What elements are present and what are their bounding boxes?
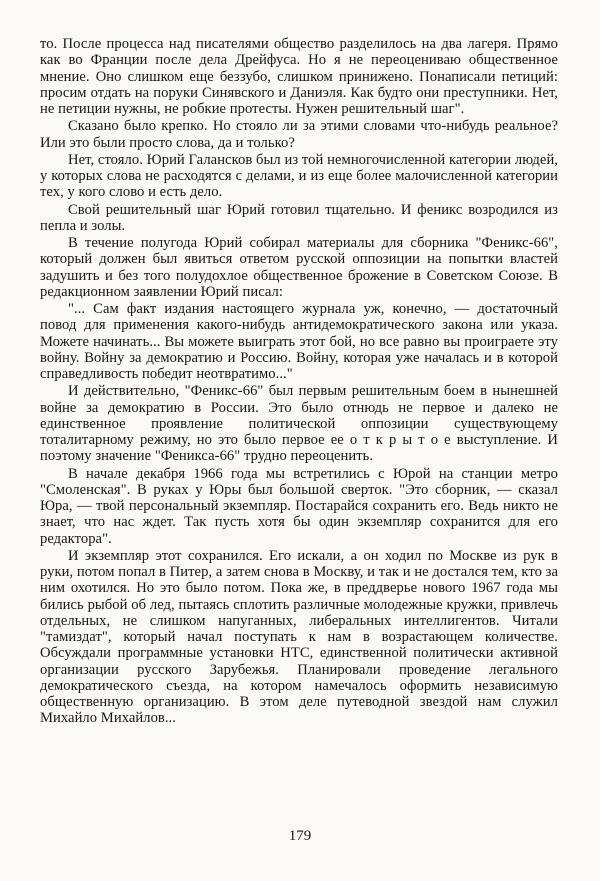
paragraph: И экземпляр этот сохранился. Его искали, а он ходил по Москве из рук в руки, потом попал в Питер, а затем снова в Москву, и так и не достался тем, кто за ним охотился. Но это было потом. Пока же, в преддверье нового 1967 года мы бились рыбой об лед, пытаясь сплотить различные молодежные кружки, привлечь отдельных, не слишком напуганных, либеральных интеллигентов. Читали "тамиздат", который начал поступать к нам в возрастающем количестве. Обсуждали программные установки НТС, единственной политически активной организации русского Зарубежья. Планировали проведение легального демократического съезда, на котором намечалось оформить независимую общественную организацию. В этом деле путеводной звездой нам служил Михайло Михайлов...: [40, 547, 558, 727]
paragraph: Сказано было крепко. Но стояло ли за этими словами что-нибудь реальное? Или это были просто слова, да и только?: [40, 118, 558, 151]
paragraph: то. После процесса над писателями общество разделилось на два лагеря. Прямо как во Франции после дела Дрейфуса. Но я не переоцениваю общественное мнение. Оно слишком еще беззубо, слишком принижено. Понаписали петиций: просим отдать на поруки Синявского и Даниэля. Как будто они преступники. Нет, не петиции нужны, не робкие протесты. Нужен решительный шаг".: [40, 36, 558, 117]
page-number: 179: [288, 828, 312, 844]
quote-paragraph: "... Сам факт издания настоящего журнала уж, конечно, — достаточный повод для применения какого-нибудь антидемократического закона или указа. Можете начинать... Вы можете выиграть этот бой, но все равно вы проиграете эту войну. Войну за демократию и Россию. Войну, которая уже началась и в которой справедливость победит неотвратимо...": [40, 301, 558, 382]
paragraph: В начале декабря 1966 года мы встретились с Юрой на станции метро "Смоленская". В руках у Юры был большой сверток. "Это сборник, — сказал Юра, — твой персональный экземпляр. Постарайся сохранить его. Ведь никто не знает, что нас ждет. Так пусть хотя бы один экземпляр сохранится для его редактора".: [40, 465, 558, 547]
body-text: [40, 36, 558, 727]
paragraph: В течение полугода Юрий собирал материалы для сборника "Феникс-66", который должен был явиться ответом русской оппозиции на попытки властей задушить и без того полудохлое общественное брожение в Советском Союзе. В редакционном заявлении Юрий писал:: [40, 235, 558, 300]
paragraph: Свой решительный шаг Юрий готовил тщательно. И феникс возродился из пепла и золы.: [40, 201, 558, 234]
paragraph: И действительно, "Феникс-66" был первым решительным боем в нынешней войне за демократию в России. Это было отнюдь не первое и далеко не единственное проявление политической оппозиции существующему тоталитарному режиму, но это было первое ее о т к р ы т о е выступление. И поэтому значение "Феникса-66" трудно переоценить.: [40, 383, 558, 465]
paragraph: Нет, стояло. Юрий Галансков был из той немногочисленной категории людей, у которых слова не расходятся с делами, и из еще более малочисленной категории тех, у кого слово и есть дело.: [40, 151, 558, 201]
